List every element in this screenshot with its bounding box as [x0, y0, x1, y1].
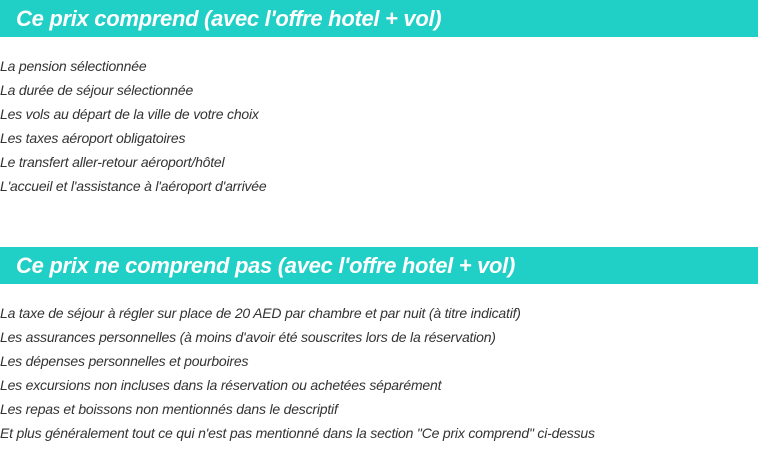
included-heading: Ce prix comprend (avec l'offre hotel + vol)	[0, 0, 758, 37]
excluded-list	[0, 301, 758, 445]
excluded-section	[0, 247, 758, 445]
list-item: Les vols au départ de la ville de votre choix	[0, 106, 259, 122]
included-list	[0, 54, 758, 198]
list-item: La pension sélectionnée	[0, 58, 147, 74]
list-item: Les dépenses personnelles et pourboires	[0, 353, 249, 369]
list-item: Les excursions non incluses dans la réservation ou achetées séparément	[0, 377, 442, 393]
list-item: Les repas et boissons non mentionnés dans le descriptif	[0, 401, 338, 417]
list-item: Et plus généralement tout ce qui n'est pas mentionné dans la section "Ce prix comprend" ci-dessus	[0, 425, 595, 441]
list-item: L'accueil et l'assistance à l'aéroport d'arrivée	[0, 178, 267, 194]
list-item: Le transfert aller-retour aéroport/hôtel	[0, 154, 225, 170]
list-item: Les taxes aéroport obligatoires	[0, 130, 186, 146]
list-item: La taxe de séjour à régler sur place de 20 AED par chambre et par nuit (à titre indicatif)	[0, 305, 521, 321]
list-item: Les assurances personnelles (à moins d'avoir été souscrites lors de la réservation)	[0, 329, 496, 345]
included-section	[0, 0, 758, 198]
list-item: La durée de séjour sélectionnée	[0, 82, 194, 98]
excluded-heading: Ce prix ne comprend pas (avec l'offre hotel + vol)	[0, 247, 758, 284]
